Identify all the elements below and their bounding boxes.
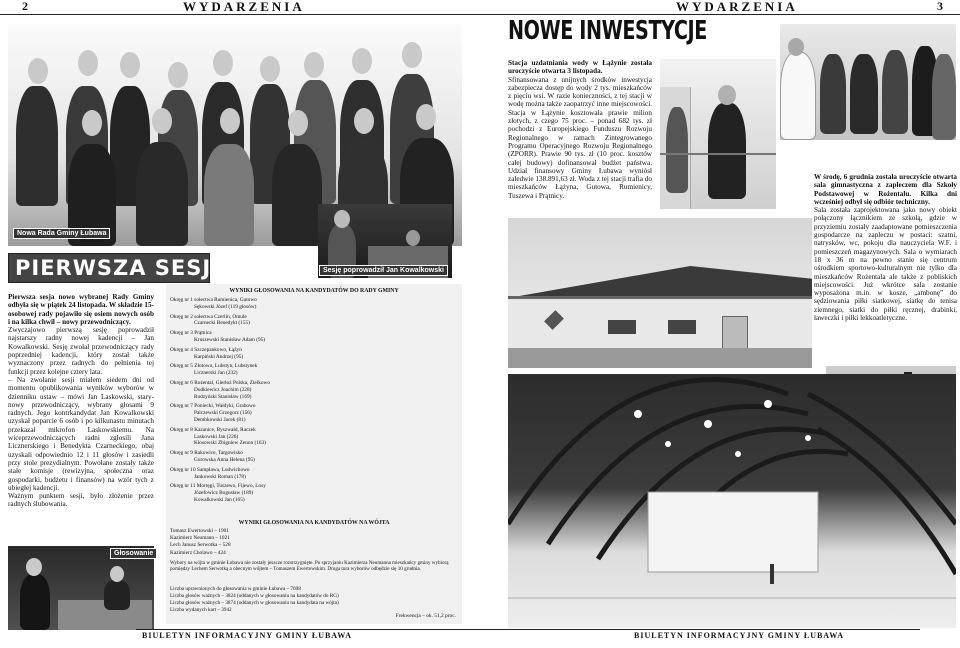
district-entry (170, 427, 370, 447)
district-winner: Jankowski Roman (178) (194, 473, 246, 480)
council-results-title: WYNIKI GŁOSOWANIA NA KANDYDATÓW DO RADY GMINY (229, 288, 399, 294)
article-body-2: – Na zwołanie sesji miałem siedem dni od momentu opublikowania wyników wyborów w dzienniku ustaw – mówi Jan Laskowski, stary-nowy przewodniczący, wybrany głosami 9 radnych. Jego kontrkandydat Jan Kowalkowski uzyskał poparcie 6 osób i po kilkunastu minutach przekazał mikrofon Laskowskiemu. Na wiceprzewodniczących radni zgłosili Jana Licznerskiego i Benedykta Czarneckiego, obaj uzyskali odpowiednio 12 i 11 głosów i zasiedli przy stole prezydialnym. Powołane zostały także stałe komisje (rewizyjna, społeczna oraz gospodarki, budżetu i finansów) na wzór tych z ubiegłej kadencji. (8, 375, 154, 492)
section-title: WYDARZENIA (183, 0, 305, 14)
district-entry (170, 314, 370, 328)
right-page (480, 0, 960, 648)
district-winner: Laskowski Jan (226) (194, 433, 239, 440)
headline: NOWE INWESTYCJE (508, 16, 707, 46)
article-lead: Pierwsza sesja nowo wybranej Rady Gminy odbyła się w piątek 24 listopada. W składzie 15-osobowej rady pojawiło się osiem nowych osób i na kilka chwil – nowy przewodniczący. (8, 293, 154, 326)
blessing-photo (780, 24, 956, 140)
district-winner: Gurowska Anna Helena (95) (194, 456, 255, 463)
mayor-results-title: WYNIKI GŁOSOWANIA NA KANDYDATÓW NA WÓJTA (238, 520, 390, 526)
district-name: Okręg nr 9 Rakowice, Targowisko (170, 450, 243, 457)
district-name: Okręg nr 2 sołectwa Czerlin, Omule (170, 313, 247, 320)
district-entry (170, 347, 370, 361)
gym-lead: W środę, 6 grudnia została uroczyście otwarta sala gimnastyczna z zapleczem dla Szkoły Podstawowej w Rożentalu. Kilka dni wcześniej odbył się odbiór techniczny. (814, 173, 957, 206)
district-name: Okręg nr 4 Szczepankowo, Łążyn (170, 346, 242, 353)
footer-text: BIULETYN INFORMACYJNY GMINY ŁUBAWA (634, 631, 845, 640)
water-body: Sfinansowana z unijnych środków inwestycja zabezpiecza dostęp do wody 2 tys. mieszkańców z pięciu wsi. W razie konieczności, z tej stacji w wodę można także zaopatrzyć inne miejscowości. Stacja w Łążynie kosztowała prawie milion złotych, z czego 75 proc. – ponad 682 tys. zł pochodzi z Europejskiego Funduszu Rozwoju Regionalnego w ramach Zintegrowanego Programu Operacyjnego Rozwoju Regionalnego (ZPORR). Prawie 90 tys. zł (10 proc. kosztów całej budowy) dofinansował budżet państwa. Udział finansowy Gminy Łubawa wyniósł zaledwie 138.891,63 zł. Woda z tej stacji trafia do mieszkańców Łążyna, Gutowa, Rumienicy, Tuszewa i Prątnicy. (508, 75, 652, 200)
gym-article (814, 173, 957, 322)
building-exterior-photo (508, 218, 812, 368)
district-entry (170, 330, 370, 344)
district-name: Okręg nr 8 Kazanice, Byszwałd, Raczek (170, 426, 256, 433)
district-name: Okręg nr 7 Poniecki, Wałdyki, Grabowo (170, 403, 256, 410)
district-winner: Kłosowski Zbigniew Zenon (163) (194, 440, 266, 447)
district-winner: Czarnecki Benedykt (155) (194, 320, 250, 327)
district-winner: Palczewski Grzegorz (156) (194, 410, 252, 417)
article-body-3: Ważnym punktem sesji, było złożenie przez radnych ślubowania. (8, 492, 154, 509)
district-winner: Józefowicz Bogusław (189) (194, 490, 254, 497)
district-name: Okręg nr 3 Prątnica (170, 330, 212, 337)
district-winner: Kruszewski Stanisław Adam (95) (194, 336, 266, 343)
district-name: Okręg nr 5 Złotowo, Lubstyn, Lubstynek (170, 363, 258, 370)
mayor-candidate: Kazimierz Cholawo – 424 (170, 549, 226, 556)
gym-arches (508, 374, 956, 628)
page-number: 2 (22, 0, 28, 13)
district-entry (170, 363, 370, 377)
district-winner: Sękowski Józef (119 głosów) (194, 303, 257, 310)
district-entry (170, 450, 370, 464)
vote-photo-caption: Głosowanie (110, 548, 157, 559)
district-name: Okręg nr 1 sołectwa Rumienica, Gutowo (170, 297, 257, 303)
article-column (8, 293, 154, 509)
district-list (170, 297, 370, 507)
gym-body: Sala została zaprojektowana jako nowy obiekt połączony łącznikiem ze szkołą, gdzie w przyziemiu zostały zaadaptowane pomieszczenia gospodarcze na zapleczu w postaci: szatni, natrysków, wc, pokoju dla nauczyciela W.F. i pomieszczeń magazynowych. Sala o wymiarach 18 x 36 m na pewno stanie się centrum ośrodkiem sportowo-kulturalnym nie tylko dla mieszkańców Rożentala ale także z pobliskich miejscowości. Już wkrótce sala zostanie wyposażona m.in. w kosze, „ambonę” do sędziowania piłki siatkowej, siatkę do tenisa ziemnego, siatki do piłki ręcznej, drabinki, ławeczki i piłki lekkoatletyczne. (814, 206, 957, 323)
mayor-candidate: Lech Janusz Serwotka – 528 (170, 542, 231, 549)
section-title: WYDARZENIA (676, 0, 798, 14)
election-results-box (166, 284, 462, 624)
ribbon-cutting-photo (660, 59, 776, 209)
district-winner: Dembkowski Jacek (81) (194, 416, 246, 423)
mayor-note: Wybory na wójta w gminie Łubawa nie zostały jeszcze rozstrzygnięte. Po sprzyjaniu Kazimierza Neumanna mieszkańcy gminy wybiorą pomiędzy Lechem Serwotką a obecnym wójtem – Tomaszem Ewertowskim. Druga tura wyborów odbędzie się 10 grudnia. (170, 560, 449, 573)
district-winner: Kowalkowski Jan (165) (194, 496, 245, 503)
turnout: Frekwencja – ok. 51,2 proc. (395, 613, 456, 619)
headline (8, 253, 229, 283)
water-lead: Stacja uzdatniania wody w Łążynie została uroczyście otwarta 3 listopada. (508, 59, 652, 76)
district-entry (170, 483, 370, 503)
headline-text: PIERWSZA SESJA (15, 256, 229, 280)
left-footer (136, 629, 480, 640)
stat-line: Liczba głosów ważnych – 3824 (oddanych w głosowaniu na kandydatów do RG) (170, 593, 339, 600)
district-entry (170, 403, 370, 423)
right-footer (480, 629, 920, 640)
mayor-candidate: Tomasz Ewertowski – 1901 (170, 528, 229, 534)
mayor-candidate: Kazimierz Neumann – 1021 (170, 535, 230, 542)
district-winner: Dudkiewicz Joachim (228) (194, 386, 252, 393)
district-entry (170, 467, 370, 481)
right-page-header (480, 0, 960, 15)
article-body-1: Zwyczajowo pierwszą sesję poprowadził najstarszy radny nowej kadencji – Jan Kowalkowski. Sesję zwołał przewodniczący rady poprzedniej kadencji, który został także wyznaczony przez radnych do pełnienia tej funkcji przez kolejne cztery lata. (8, 326, 154, 376)
stat-line: Liczba wydanych kart – 3942 (170, 607, 232, 614)
stat-line: Liczba głosów ważnych – 3874 (oddanych w głosowaniu na kandydata na wójta) (170, 600, 339, 607)
district-name: Okręg nr 10 Sampława, Ludwichowo (170, 466, 250, 473)
district-entry (170, 380, 370, 400)
page-number: 3 (937, 0, 943, 13)
session-photo-caption: Sesję poprowadził Jan Kowalkowski (319, 265, 448, 276)
district-entry (170, 297, 370, 311)
mayor-candidate-list (170, 528, 370, 557)
district-name: Okręg nr 11 Mortęgi, Tuszewo, Fijewo, Losy (170, 483, 266, 490)
district-name: Okręg nr 6 Rożental, Gierłoż Polska, Zielkowo (170, 379, 271, 386)
district-winner: Karpiński Andrzej (95) (194, 353, 244, 360)
left-page-header (0, 0, 480, 15)
water-station-article (508, 59, 652, 200)
stat-line: Liczba uprawnionych do głosowania w gminie Łubawa – 7698 (170, 586, 301, 592)
district-winner: Rudzyński Stanisław (169) (194, 393, 252, 400)
district-winner: Licznerski Jan (232) (194, 370, 238, 377)
footer-text: BIULETYN INFORMACYJNY GMINY ŁUBAWA (142, 631, 353, 640)
gym-interior-photo (508, 374, 956, 628)
council-photo-caption: Nowa Rada Gminy Łubawa (13, 228, 110, 239)
turnout-stats (170, 586, 390, 614)
